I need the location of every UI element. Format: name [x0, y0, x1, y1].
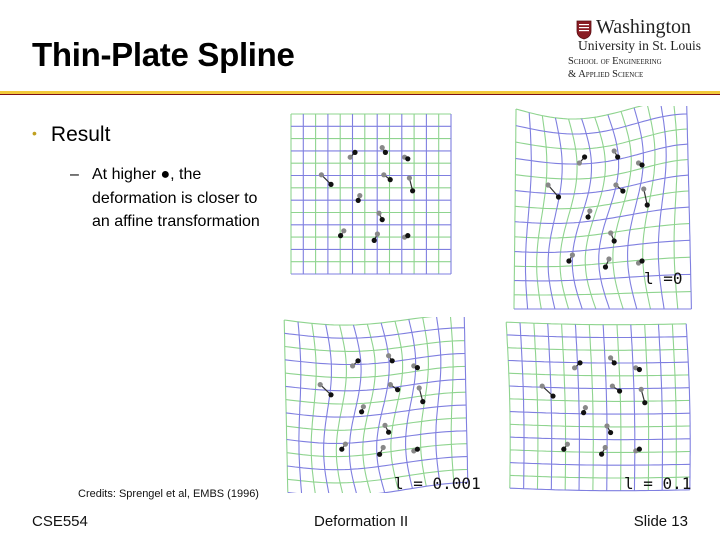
- grid-line: [510, 463, 690, 466]
- source-landmark: [577, 160, 582, 165]
- source-landmark: [641, 186, 646, 191]
- grid-line: [515, 224, 690, 238]
- source-landmark: [639, 387, 644, 392]
- grid-line: [285, 328, 465, 338]
- grid-line: [510, 424, 690, 427]
- logo-line-3: [568, 55, 692, 81]
- logo-line-2: University in St. Louis: [578, 38, 702, 53]
- grid-line: [286, 418, 466, 430]
- source-landmark: [583, 405, 588, 410]
- grid-line: [284, 320, 288, 493]
- target-landmark: [581, 410, 586, 415]
- grid-line: [406, 319, 416, 488]
- target-landmark: [352, 150, 357, 155]
- grid-line: [508, 348, 688, 351]
- sub-bullet-text: At higher ●, the deformation is closer to an affine transformation: [92, 166, 260, 230]
- grid-line: [506, 322, 510, 488]
- source-landmark: [381, 445, 386, 450]
- source-landmark: [565, 442, 570, 447]
- target-landmark: [405, 233, 410, 238]
- grid-line: [507, 335, 687, 338]
- source-landmark: [381, 172, 386, 177]
- target-landmark: [395, 387, 400, 392]
- source-landmark: [417, 385, 422, 390]
- target-landmark: [328, 392, 333, 397]
- target-landmark: [550, 393, 555, 398]
- target-landmark: [620, 188, 625, 193]
- footer-course: CSE554: [32, 513, 88, 530]
- sub-bullet-dash: –: [70, 166, 79, 183]
- target-landmark: [380, 217, 385, 222]
- target-landmark: [383, 150, 388, 155]
- target-landmark: [637, 367, 642, 372]
- lambda-label-01: l = 0.1: [624, 474, 692, 493]
- target-landmark: [566, 258, 571, 263]
- grid-line: [509, 386, 689, 389]
- target-landmark: [577, 360, 582, 365]
- target-landmark: [410, 188, 415, 193]
- grid-line: [464, 317, 468, 482]
- header-rule: [0, 91, 720, 94]
- grid-figure-lambda-0001: [283, 317, 469, 493]
- main-bullet: [32, 123, 110, 147]
- grid-line: [509, 373, 689, 376]
- source-landmark: [613, 182, 618, 187]
- footer-slide-number: Slide 13: [633, 513, 688, 530]
- target-landmark: [372, 238, 377, 243]
- grid-line: [324, 325, 332, 494]
- target-landmark: [582, 154, 587, 159]
- grid-line: [617, 325, 621, 491]
- source-landmark: [608, 230, 613, 235]
- source-landmark: [570, 252, 575, 257]
- lambda-label-0: l =0: [644, 269, 683, 288]
- grid-line: [603, 325, 607, 491]
- grid-line: [520, 323, 524, 489]
- source-landmark: [376, 211, 381, 216]
- grid-figure-original: [288, 111, 454, 277]
- grid-line: [534, 323, 538, 489]
- grid-line: [514, 292, 691, 295]
- source-landmark: [407, 175, 412, 180]
- grid-line: [391, 321, 403, 490]
- target-landmark: [355, 358, 360, 363]
- bullet-dot-icon: •: [32, 125, 37, 141]
- grid-line: [508, 361, 688, 364]
- grid-line: [336, 325, 346, 493]
- grid-line: [548, 324, 552, 490]
- target-landmark: [415, 365, 420, 370]
- grid-line: [450, 317, 454, 483]
- source-landmark: [603, 445, 608, 450]
- source-landmark: [361, 404, 366, 409]
- grid-line: [514, 257, 690, 267]
- target-landmark: [356, 198, 361, 203]
- target-landmark: [585, 214, 590, 219]
- target-landmark: [642, 400, 647, 405]
- footer-topic: Deformation II: [314, 513, 409, 530]
- grid-line: [526, 113, 532, 310]
- source-landmark: [343, 442, 348, 447]
- target-landmark: [556, 194, 561, 199]
- target-landmark: [388, 177, 393, 182]
- grid-line: [575, 324, 579, 490]
- target-landmark: [639, 258, 644, 263]
- target-landmark: [415, 447, 420, 452]
- source-landmark: [587, 208, 592, 213]
- source-landmark: [388, 382, 393, 387]
- source-landmark: [348, 155, 353, 160]
- lambda-label-0001: l = 0.001: [394, 474, 481, 493]
- source-landmark: [318, 382, 323, 387]
- grid-line: [515, 240, 690, 252]
- target-landmark: [561, 447, 566, 452]
- source-landmark: [572, 365, 577, 370]
- target-landmark: [377, 452, 382, 457]
- target-landmark: [339, 447, 344, 452]
- grid-line: [585, 117, 605, 309]
- grid-line: [286, 379, 466, 391]
- slide-title: Thin-Plate Spline: [32, 36, 295, 73]
- target-landmark: [390, 358, 395, 363]
- grid-line: [514, 109, 516, 309]
- credits-text: Credits: Sprengel et al, EMBS (1996): [78, 488, 259, 500]
- source-landmark: [341, 228, 346, 233]
- source-landmark: [608, 355, 613, 360]
- target-landmark: [637, 447, 642, 452]
- logo-line-3b: & Applied Science: [568, 69, 644, 80]
- source-landmark: [319, 172, 324, 177]
- target-landmark: [328, 182, 333, 187]
- grid-line: [510, 399, 690, 402]
- logo-line-1: Washington: [596, 16, 692, 38]
- grid-line: [516, 114, 687, 134]
- target-landmark: [338, 233, 343, 238]
- source-landmark: [606, 256, 611, 261]
- target-landmark: [645, 202, 650, 207]
- target-landmark: [612, 238, 617, 243]
- source-landmark: [380, 145, 385, 150]
- source-landmark: [545, 182, 550, 187]
- grid-figure-lambda-01: [505, 320, 691, 492]
- source-landmark: [610, 383, 615, 388]
- target-landmark: [599, 452, 604, 457]
- target-landmark: [359, 409, 364, 414]
- university-logo: [568, 12, 702, 82]
- target-landmark: [603, 264, 608, 269]
- target-landmark: [386, 430, 391, 435]
- source-landmark: [375, 231, 380, 236]
- target-landmark: [420, 399, 425, 404]
- grid-line: [349, 325, 361, 493]
- grid-line: [377, 323, 390, 493]
- grid-line: [562, 324, 566, 490]
- source-landmark: [540, 383, 545, 388]
- grid-line: [285, 341, 465, 352]
- source-landmark: [382, 423, 387, 428]
- source-landmark: [612, 148, 617, 153]
- grid-line: [631, 325, 635, 491]
- target-landmark: [617, 388, 622, 393]
- target-landmark: [612, 360, 617, 365]
- grid-line: [672, 324, 676, 490]
- source-landmark: [604, 423, 609, 428]
- grid-line: [589, 325, 593, 491]
- target-landmark: [615, 154, 620, 159]
- source-landmark: [386, 353, 391, 358]
- logo-line-3a: School of Engineering: [568, 56, 662, 67]
- grid-line: [506, 322, 686, 325]
- grid-line: [537, 116, 547, 309]
- grid-line: [510, 412, 690, 415]
- university-seal-icon: [576, 20, 592, 40]
- target-landmark: [639, 162, 644, 167]
- source-landmark: [357, 193, 362, 198]
- target-landmark: [405, 156, 410, 161]
- main-bullet-text: Result: [50, 123, 111, 146]
- grid-line: [311, 323, 316, 493]
- source-landmark: [350, 363, 355, 368]
- target-landmark: [608, 430, 613, 435]
- grid-line: [510, 437, 690, 440]
